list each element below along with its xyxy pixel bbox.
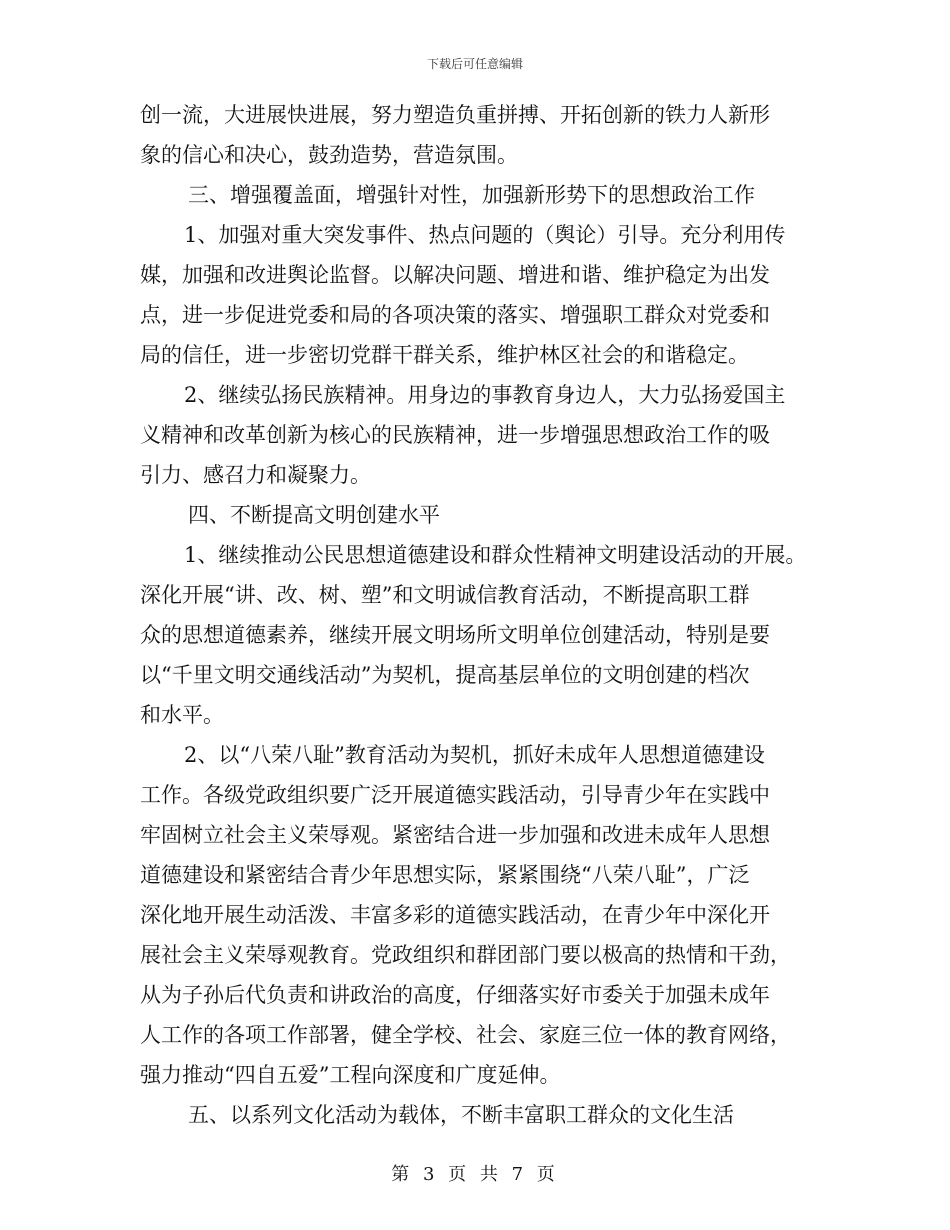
text-line: 展社会主义荣辱观教育。党政组织和群团部门要以极高的热情和干劲， [140,943,791,967]
text-line: 2、继续弘扬民族精神。用身边的事教育身边人，大力弘扬爱国主 [184,383,786,407]
text-line: 和水平。 [140,703,224,727]
text-line: 点，进一步促进党委和局的各项决策的落实、增强职工群众对党委和 [140,303,770,327]
text-line: 深化开展“讲、改、树、塑”和文明诚信教育活动，不断提高职工群 [140,583,750,607]
text-line: 道德建设和紧密结合青少年思想实际，紧紧围绕“八荣八耻”，广泛 [140,863,750,887]
text-line: 以“千里文明交通线活动”为契机，提高基层单位的文明创建的档次 [140,663,750,687]
text-line: 1、继续推动公民思想道德建设和群众性精神文明建设活动的开展。 [184,543,807,567]
page-header: 下载后可任意编辑 [426,57,523,71]
section-heading: 四、不断提高文明创建水平 [188,503,440,527]
text-line: 牢固树立社会主义荣辱观。紧密结合进一步加强和改进未成年人思想 [140,823,770,847]
text-line: 人工作的各项工作部署，健全学校、社会、家庭三位一体的教育网络， [140,1023,791,1047]
text-line: 媒，加强和改进舆论监督。以解决问题、增进和谐、维护稳定为出发 [140,263,770,287]
text-line: 强力推动“四自五爱”工程向深度和广度延伸。 [140,1063,561,1087]
section-heading: 五、以系列文化活动为载体，不断丰富职工群众的文化生活 [188,1103,734,1127]
text-line: 象的信心和决心，鼓劲造势，营造氛围。 [140,143,518,167]
text-line: 众的思想道德素养，继续开展文明场所文明单位创建活动，特别是要 [140,623,770,647]
text-line: 局的信任，进一步密切党群干群关系，维护林区社会的和谐稳定。 [140,343,749,367]
text-line: 创一流，大进展快进展，努力塑造负重拼搏、开拓创新的铁力人新形 [140,103,770,127]
page-number-footer: 第 3 页 共 7 页 [391,1164,559,1185]
text-line: 深化地开展生动活泼、丰富多彩的道德实践活动，在青少年中深化开 [140,903,770,927]
text-line: 1、加强对重大突发事件、热点问题的（舆论）引导。充分利用传 [184,223,786,247]
text-line: 义精神和改革创新为核心的民族精神，进一步增强思想政治工作的吸 [140,423,770,447]
text-line: 引力、感召力和凝聚力。 [140,463,371,487]
text-line: 工作。各级党政组织要广泛开展道德实践活动，引导青少年在实践中 [140,783,770,807]
text-line: 2、以“八荣八耻”教育活动为契机，抓好未成年人思想道德建设 [184,743,765,767]
text-line: 从为子孙后代负责和讲政治的高度，仔细落实好市委关于加强未成年 [140,983,770,1007]
document-body [140,100,820,1140]
section-heading: 三、增强覆盖面，增强针对性，加强新形势下的思想政治工作 [188,183,755,207]
